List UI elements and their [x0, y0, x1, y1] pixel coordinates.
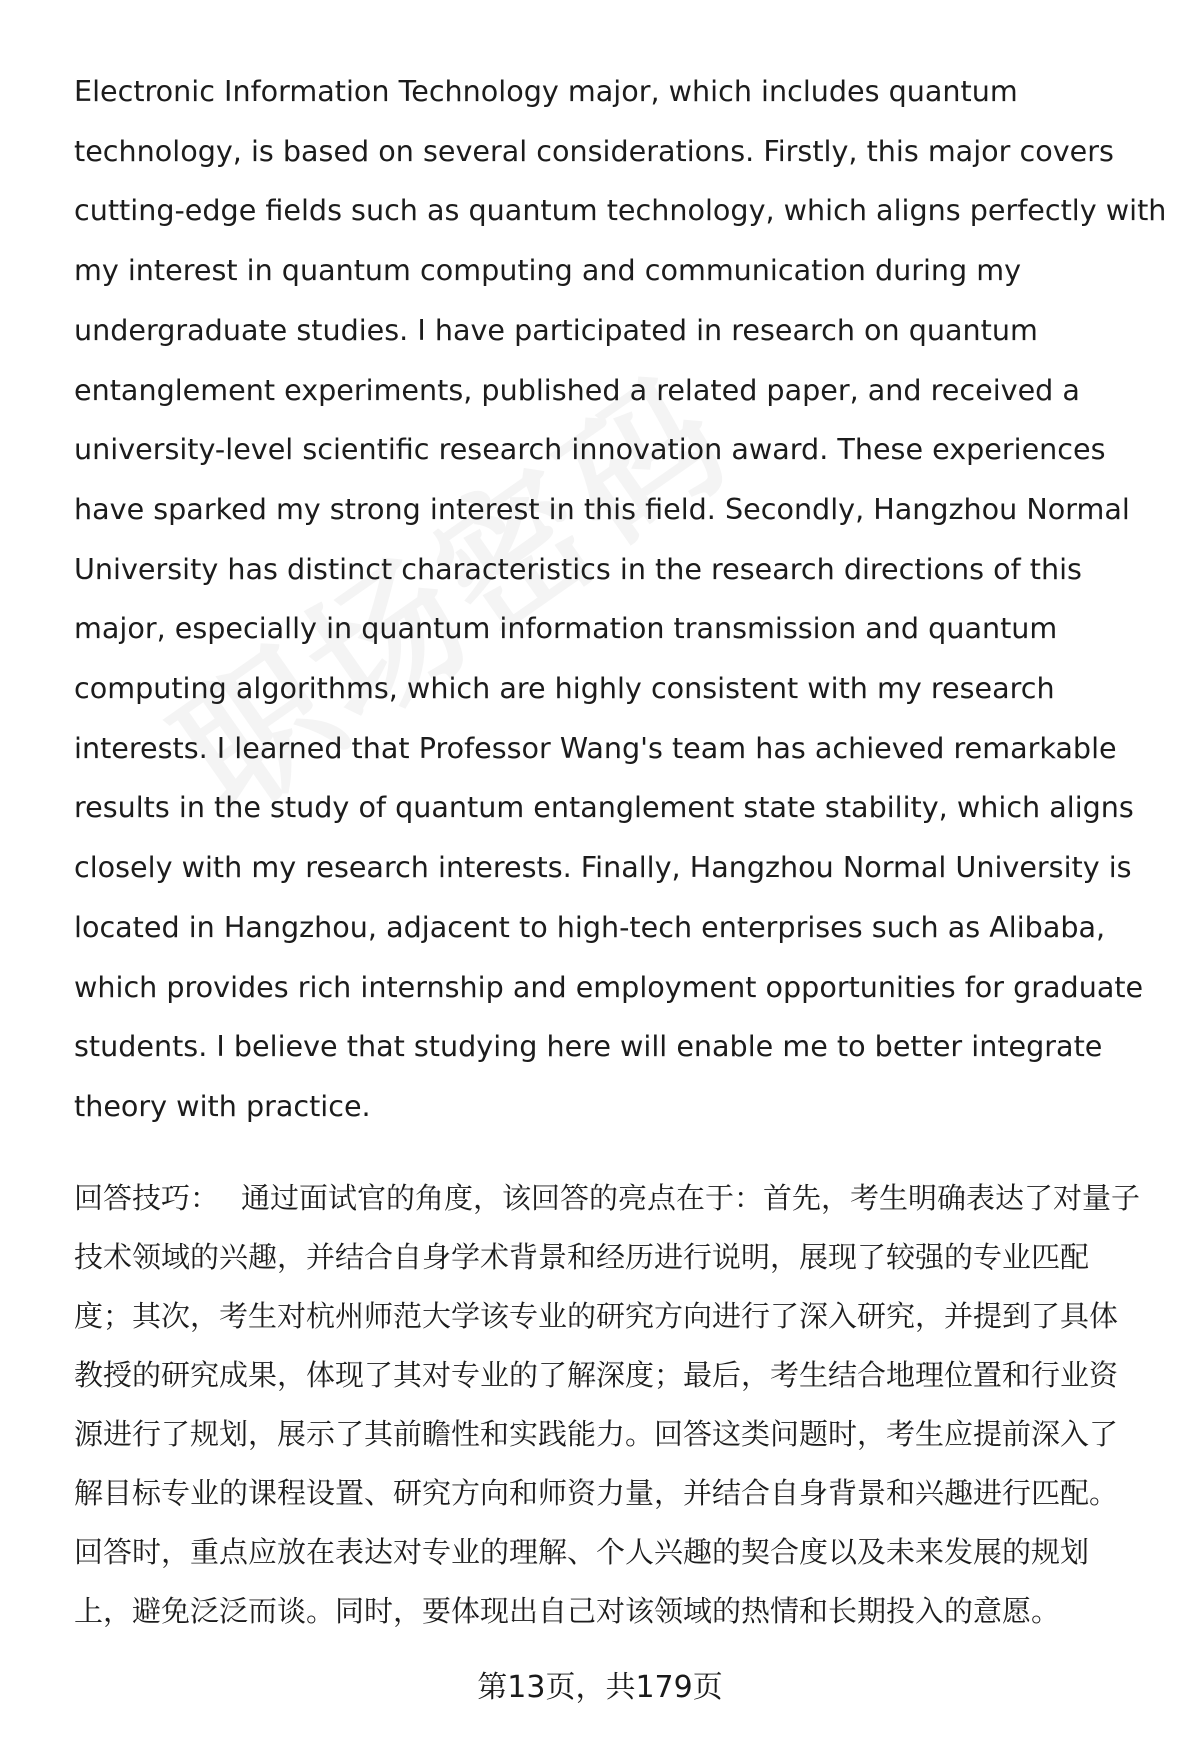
answer-line: technology, is based on several considerations. Firstly, this major covers [74, 133, 1114, 168]
tips-line: 上，避免泛泛而谈。同时，要体现出自己对该领域的热情和长期投入的意愿。 [74, 1594, 1061, 1628]
tips-line: 源进行了规划，展示了其前瞻性和实践能力。回答这类问题时，考生应提前深入了 [74, 1417, 1119, 1451]
answer-line: theory with practice. [74, 1088, 371, 1123]
answer-line: interests. I learned that Professor Wang's team has achieved remarkable [74, 730, 1117, 765]
answer-line: computing algorithms, which are highly consistent with my research [74, 671, 1055, 706]
tips-line: 教授的研究成果，体现了其对专业的了解深度；最后，考生结合地理位置和行业资 [74, 1358, 1119, 1392]
tips-line [74, 1169, 1162, 1228]
answer-line: results in the study of quantum entanglement state stability, which aligns [74, 790, 1134, 825]
answer-line: university-level scientific research innovation award. These experiences [74, 432, 1106, 467]
tips-line: 技术领域的兴趣，并结合自身学术背景和经历进行说明，展现了较强的专业匹配 [74, 1240, 1090, 1274]
answer-line: students. I believe that studying here will enable me to better integrate [74, 1029, 1103, 1064]
answer-line: closely with my research interests. Finally, Hangzhou Normal University is [74, 850, 1132, 885]
answer-line: which provides rich internship and employment opportunities for graduate [74, 969, 1144, 1004]
answer-line: located in Hangzhou, adjacent to high-tech enterprises such as Alibaba, [74, 909, 1106, 944]
answer-paragraph [74, 62, 1167, 1137]
tips-label: 回答技巧： [74, 1181, 220, 1215]
tips-line: 度；其次，考生对杭州师范大学该专业的研究方向进行了深入研究，并提到了具体 [74, 1299, 1119, 1333]
answer-line: entanglement experiments, published a related paper, and received a [74, 372, 1080, 407]
tips-line: 解目标专业的课程设置、研究方向和师资力量，并结合自身背景和兴趣进行匹配。 [74, 1476, 1119, 1510]
answer-line: have sparked my strong interest in this field. Secondly, Hangzhou Normal [74, 491, 1130, 526]
answer-line: major, especially in quantum information transmission and quantum [74, 611, 1058, 646]
answer-line: cutting-edge fields such as quantum technology, which aligns perfectly with [74, 193, 1167, 228]
answer-line: undergraduate studies. I have participated in research on quantum [74, 312, 1038, 347]
answer-tips-paragraph [74, 1169, 1162, 1641]
answer-line: University has distinct characteristics in the research directions of this [74, 551, 1082, 586]
page-number: 第13页，共179页 [477, 1670, 723, 1705]
tips-line: 回答时，重点应放在表达对专业的理解、个人兴趣的契合度以及未来发展的规划 [74, 1535, 1090, 1569]
answer-line: my interest in quantum computing and communication during my [74, 253, 1022, 288]
tips-line-text: 通过面试官的角度，该回答的亮点在于：首先，考生明确表达了对量子 [241, 1181, 1141, 1215]
answer-line: Electronic Information Technology major, which includes quantum [74, 74, 1018, 108]
